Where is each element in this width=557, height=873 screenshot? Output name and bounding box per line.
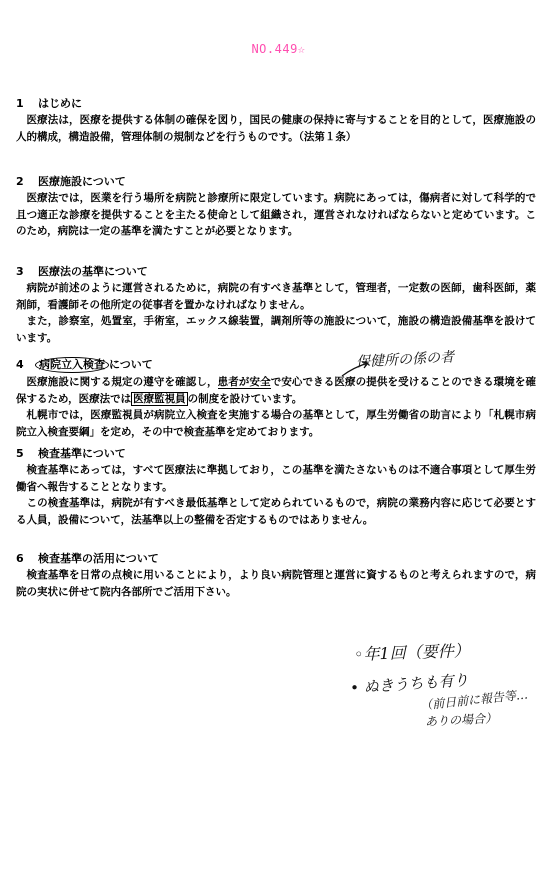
section-paragraph: また，診察室，処置室，手術室，エックス線装置，調剤所等の施設について，施設の構造設備基準を設けています。 xyxy=(16,315,536,344)
section-6 xyxy=(16,552,536,600)
section-paragraph: 検査基準を日常の点検に用いることにより，より良い病院管理と運営に資するものと考えられますので，病院の実状に併せて院内各部所でご活用下さい。 xyxy=(16,569,536,598)
section-number: 6 xyxy=(16,552,24,565)
section-paragraph: この検査基準は，病院が有すべき最低基準として定められているもので，病院の業務内容に応じて必要とする人員，設備について，法基準以上の整備を否定するものではありません。 xyxy=(16,497,536,526)
document-number: NO.449☆ xyxy=(251,42,306,56)
text-run: 医療施設に関する規定の遵守を確認し， xyxy=(26,376,218,388)
section-5 xyxy=(16,447,536,528)
section-number: 4 xyxy=(16,358,24,371)
section-title: 医療施設について xyxy=(38,175,126,188)
section-title: 医療法の基準について xyxy=(38,265,148,278)
handwritten-note: • ぬきうちも有り xyxy=(349,670,470,698)
handwritten-note: （前日前に報告等… xyxy=(419,687,529,713)
section-3 xyxy=(16,265,536,346)
section-number: 5 xyxy=(16,447,24,460)
section-paragraph: 医療法では，医業を行う場所を病院と診療所に限定しています。病院にあっては，傷病者に対して科学的で且つ適正な診療を提供することを主たる使命として組織され，運営されなければならないと定めています。このため，病院は一定の基準を満たすことが必要となります。 xyxy=(16,192,536,237)
section-paragraph xyxy=(16,374,536,407)
section-title: はじめに xyxy=(38,97,82,110)
section-2 xyxy=(16,175,536,240)
section-title-circled: 病院立入検査 xyxy=(35,357,109,373)
boxed-text: 医療監視員 xyxy=(133,392,186,405)
text-run: で安心できる医療の提供を受けることのできる環境を確保するため，医療法では xyxy=(16,376,537,405)
section-number: 1 xyxy=(16,97,24,110)
section-paragraph: 医療法は，医療を提供する体制の確保を図り，国民の健康の保持に寄与することを目的として，医療施設の人的構成，構造設備，管理体制の規制などを行うものです。（法第１条） xyxy=(16,114,536,143)
section-title: 検査基準の活用について xyxy=(38,552,159,565)
section-number: 3 xyxy=(16,265,24,278)
handwritten-inline-note: 保健所の係の者 xyxy=(355,349,455,371)
section-1 xyxy=(16,97,536,145)
section-paragraph: 検査基準にあっては，すべて医療法に準拠しており，この基準を満たさないものは不適合事項として厚生労働省へ報告することとなります。 xyxy=(16,464,536,493)
section-4 xyxy=(16,357,536,440)
section-title-rest: について xyxy=(109,358,153,371)
handwritten-note: ありの場合） xyxy=(424,711,498,729)
section-paragraph: 病院が前述のように運営されるために，病院の有すべき基準として，管理者，一定数の医師，歯科医師，薬剤師，看護師その他所定の従事者を置かなければなりません。 xyxy=(16,282,536,311)
underlined-text: 患者が安全 xyxy=(217,376,271,388)
section-title: 検査基準について xyxy=(38,447,126,460)
section-number: 2 xyxy=(16,175,24,188)
section-paragraph: 札幌市では，医療監視員が病院立入検査を実施する場合の基準として，厚生労働省の助言により「札幌市病院立入検査要綱」を定め，その中で検査基準を定めております。 xyxy=(16,409,536,438)
handwritten-note: ◦年1回（要件） xyxy=(353,640,470,665)
text-run: の制度を設けています。 xyxy=(187,392,303,405)
